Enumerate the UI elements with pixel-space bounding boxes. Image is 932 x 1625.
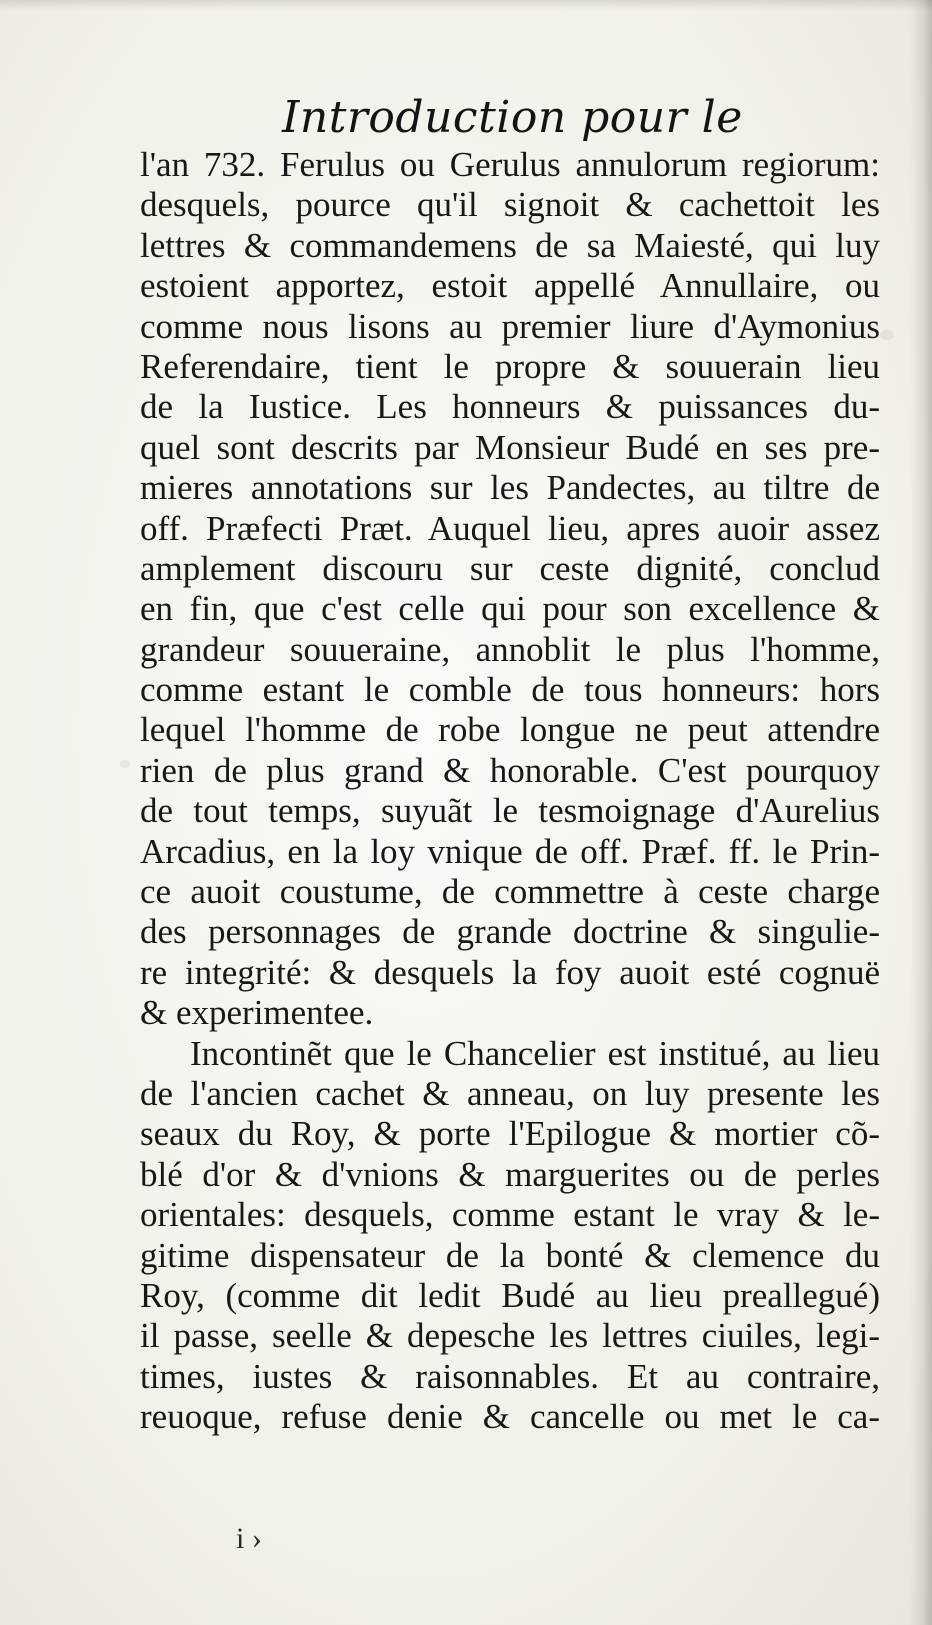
text-line: ce auoit coustume, de commettre à ceste charge <box>140 872 880 912</box>
text-line: rien de plus grand & honorable. C'est pourquoy <box>140 750 880 790</box>
bottom-mark: i › <box>236 1522 262 1555</box>
text-line: gitime dispensateur de la bonté & clemence du <box>140 1235 880 1275</box>
text-line: lettres & commandemens de sa Maiesté, qui luy <box>140 225 880 265</box>
text-line: l'an 732. Ferulus ou Gerulus annulorum regiorum: <box>140 145 880 184</box>
text-line: amplement discouru sur ceste dignité, conclud <box>140 548 880 588</box>
text-line: il passe, seelle & depesche les lettres ciuiles, legi- <box>140 1316 880 1356</box>
text-line: quel sont descrits par Monsieur Budé en ses pre- <box>140 427 880 467</box>
page-top-shadow <box>0 0 932 10</box>
text-line: Roy, (comme dit ledit Budé au lieu preallegué) <box>140 1275 880 1315</box>
text-line: Referendaire, tient le propre & souuerain lieu <box>140 346 880 386</box>
text-line: Incontinẽt que le Chancelier est institué, au lieu <box>190 1033 880 1073</box>
text-line: de tout temps, suyuãt le tesmoignage d'Aurelius <box>140 791 880 831</box>
running-head: Introduction pour le <box>282 92 743 143</box>
text-line: off. Præfecti Præt. Auquel lieu, apres auoir assez <box>140 508 880 548</box>
text-line: Arcadius, en la loy vnique de off. Præf. ff. le Prin- <box>140 831 880 871</box>
text-line: comme estant le comble de tous honneurs: hors <box>140 670 880 710</box>
text-line: blé d'or & d'vnions & marguerites ou de perles <box>140 1154 880 1194</box>
text-line: de la Iustice. Les honneurs & puissances du- <box>140 387 880 427</box>
text-line: des personnages de grande doctrine & singulie- <box>140 912 880 952</box>
paper-stain <box>120 760 130 768</box>
text-line: grandeur souueraine, annoblit le plus l'homme, <box>140 629 880 669</box>
text-line: lequel l'homme de robe longue ne peut attendre <box>140 710 880 750</box>
text-line: & experimentee. <box>140 993 374 1033</box>
text-line: de l'ancien cachet & anneau, on luy presente les <box>140 1073 880 1113</box>
text-line: estoient apportez, estoit appellé Annullaire, ou <box>140 266 880 306</box>
text-line: times, iustes & raisonnables. Et au contraire, <box>140 1356 880 1396</box>
page-gutter-shadow <box>910 0 932 1625</box>
paper-stain <box>880 330 894 340</box>
text-line: reuoque, refuse denie & cancelle ou met le ca- <box>140 1397 880 1437</box>
text-line: mieres annotations sur les Pandectes, au tiltre de <box>140 468 880 508</box>
text-line: en fin, que c'est celle qui pour son excellence & <box>140 589 880 629</box>
text-line: re integrité: & desquels la foy auoit esté cognuë <box>140 952 880 992</box>
text-line: orientales: desquels, comme estant le vray & le- <box>140 1195 880 1235</box>
text-line: comme nous lisons au premier liure d'Aymonius <box>140 306 880 346</box>
body-text <box>140 145 880 1438</box>
text-line: desquels, pource qu'il signoit & cachettoit les <box>140 185 880 225</box>
text-line: seaux du Roy, & porte l'Epilogue & mortier cõ- <box>140 1114 880 1154</box>
